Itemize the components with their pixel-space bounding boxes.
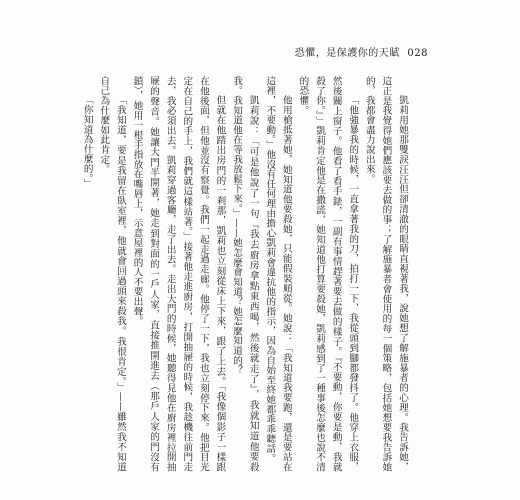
paragraph: 凱莉用她那雙淚汪汪但卻清澈的眼睛直視著我，說她想了解施暴者的心理。我告訴她，這正是我覺得她們應該要去做的事；了解施暴者會使用的每一個策略，包括她想要我告訴她的，我都會盡力說出來。	[363, 76, 408, 472]
paragraph: 他用槍抵著她，她知道他要殺她，只能假裝順從。她說：「我知道我要跑，還是要站在這裡，不要動。」他沒有任何理由擔心凱莉會違抗他的指示，因為自始至終她都乖乖聽話。	[264, 76, 292, 472]
chapter-title: 恐懼，是保護你的天賦	[294, 48, 400, 59]
paragraph: 凱莉說：「可是他說了一句『我去廚房拿點東西喝，然後就走了』，我就知道他要殺我。我知道他在等我放鬆下來。」——她怎麼會知道？她怎麼知道的？	[231, 76, 259, 472]
vertical-body-text	[78, 76, 410, 472]
running-header	[295, 44, 428, 59]
paragraph: 「他強暴我的時候，一直拿著我的刀，拍打一下，我從頭到腳都發抖了。他穿上衣服，然後關上窗子。他看了看手錶，一副有事情趕著要去做的樣子。『不要動，你要是動，我就殺了你。』」凱莉肯定他是在撒謊，她知道他打算要殺她，凱莉感到了一種事後怎麼也說不清的恐懼。	[297, 76, 359, 472]
paragraph: 「我知道，要是我留在臥室裡，他就會回過頭來殺我。我很肯定。」——雖然我不知道自己為什麼如此肯定。	[98, 76, 126, 472]
paragraph: 「你知道為什麼的。」	[81, 95, 93, 189]
paragraph: 但就在他踏出房門的一剎那，凱莉也立刻從床上下來，跟了上去。「我像個影子一樣跟在他後面，但他並沒有察覺。我們一起走過走廊。他停了一下，我也立刻停下來。他把目光定在自己的手上，我們就這樣站著。」接著他走進廚房，打開抽屜的時候，我趁機往前門走去，我必須出去。凱莉穿過客廳，走了出去。走出大門的時候，她聽得見他在廚房裡拉開抽屜的聲音。她讓大門半開著，她走到對面的一戶人家，直接推開進去（那戶人家的門沒有鎖），她用一根手指放在嘴唇上，示意屋裡的人不要出聲。	[131, 76, 226, 472]
page-number: 028	[407, 48, 428, 59]
